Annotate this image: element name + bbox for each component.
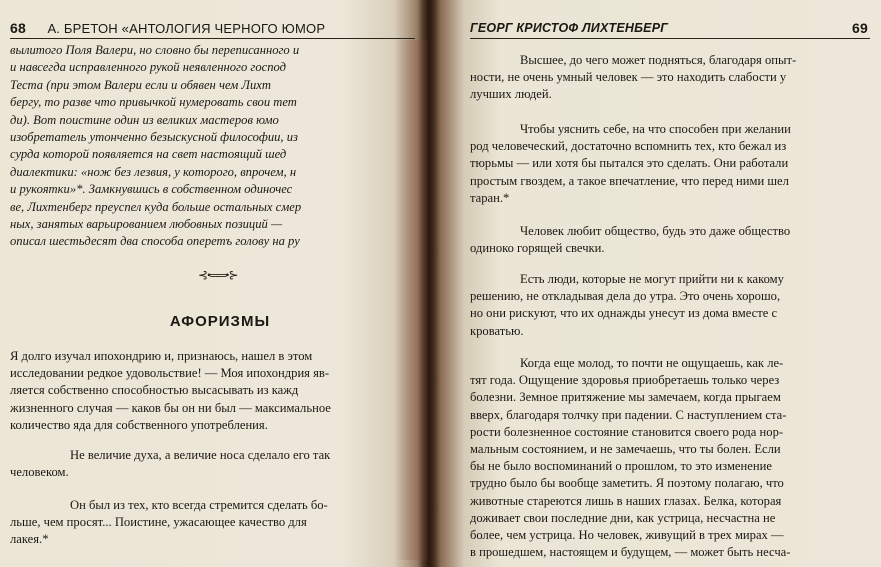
aphorism-paragraph [470, 271, 870, 340]
text-line: Не величие духа, а величие носа сделало его так [70, 448, 331, 462]
right-running-title: ГЕОРГ КРИСТОФ ЛИХТЕНБЕРГ [470, 21, 669, 35]
text-line: лакея.* [10, 532, 49, 547]
text-line: сурда которой появляется на свет настоящий шед [10, 147, 287, 162]
text-line: и навсегда исправленного рукой неявленного господ [10, 60, 286, 75]
left-header-rule [10, 38, 415, 39]
text-line: одиноко горящей свечки. [470, 241, 605, 256]
text-line: решению, не откладывая дела до утра. Это очень хорошо, [470, 289, 781, 304]
text-line: ляется собственно способностью высасывать из кажд [10, 383, 299, 398]
right-page-header [470, 20, 870, 36]
section-ornament: ⊰•══•⊱ [198, 268, 238, 282]
right-page-number: 69 [852, 20, 868, 36]
text-line: бергу, то разве что привычкой нумеровать свои тет [10, 95, 297, 110]
left-page [0, 0, 428, 567]
text-line: исследовании редкое удовольствие! — Моя ипохондрия яв- [10, 366, 330, 381]
section-title: АФОРИЗМЫ [169, 313, 271, 330]
text-line: количество яда для собственного употребления. [10, 417, 268, 432]
text-line: Я долго изучал ипохондрию и, признаюсь, нашел в этом [10, 349, 313, 363]
text-line: бы не было воспоминаний о прошлом, то это изменение [470, 459, 772, 474]
text-line: Есть люди, которые не могут прийти ни к какому [520, 272, 784, 286]
text-line: ных, занятых варьированием любовных позиций — [10, 217, 283, 232]
text-line: Человек любит общество, будь это даже общество [520, 224, 791, 238]
text-line: кроватью. [470, 323, 524, 338]
text-line: болезни. Земное притяжение мы замечаем, когда прыгаем [470, 390, 781, 405]
left-running-title: А. БРЕТОН «АНТОЛОГИЯ ЧЕРНОГО ЮМОР [47, 21, 326, 36]
text-line: но они рискуют, что их однажды унесут из дома вместе с [470, 306, 778, 321]
text-line: лучших людей. [470, 87, 552, 102]
text-line: Когда еще молод, то почти не ощущаешь, как ле- [520, 356, 784, 370]
text-line: Он был из тех, кто всегда стремится сделать бо- [70, 498, 328, 512]
text-line: более, чем устрица. Но человек, живущий в трех мирах — [470, 528, 784, 543]
aphorism-paragraph [470, 121, 870, 207]
text-line: таран.* [470, 190, 510, 205]
text-line: льше, чем просят... Поистине, ужасающее качество для [10, 515, 307, 530]
text-line: род человеческий, достаточно вспомнить тех, кто бежал из [470, 139, 787, 154]
text-line: изобретатель утонченно безыскусной философии, из [10, 130, 298, 145]
text-line: ве, Лихтенберг преуспел куда больше остальных смер [10, 199, 302, 214]
text-line: мальным состоянием, и не замечаешь, что ты болен. Если [470, 442, 781, 457]
left-page-header [10, 20, 325, 37]
text-line: простым гвоздем, а такое впечатление, что перед ними шел [470, 173, 789, 188]
text-line: вылитого Поля Валери, но словно бы переписанного и [10, 43, 300, 57]
text-line: Высшее, до чего может подняться, благодаря опыт- [520, 53, 797, 67]
aphorism-paragraph [470, 52, 870, 104]
text-line: тюрьмы — или хотя бы пытался это сделать. Они работали [470, 156, 789, 171]
text-line: в прошедшем, настоящем и будущем, — может быть несча- [470, 545, 791, 560]
text-line: Чтобы уяснить себе, на что способен при желании [520, 122, 791, 136]
text-line: рости болезненное состояние становится своего рода нор- [470, 424, 784, 439]
text-line: диалектики: «нож без лезвия, у которого, впрочем, н [10, 164, 297, 179]
text-line: ди). Вот поистине один из великих мастеров юмо [10, 112, 279, 127]
aphorism-paragraph [10, 348, 414, 434]
text-line: человеком. [10, 465, 69, 480]
right-page [428, 0, 881, 567]
aphorism-paragraph [470, 355, 870, 561]
text-line: тят года. Ощущение здоровья приобретаешь только через [470, 373, 780, 388]
aphorism-paragraph [10, 497, 414, 549]
text-line: описал шестьдесят два способа оперетъ голову на ру [10, 234, 300, 249]
left-page-number: 68 [10, 20, 26, 36]
right-header-rule [470, 38, 870, 39]
text-line: животные стареются лишь в наших глазах. Белка, которая [470, 493, 782, 508]
text-line: доживает свои последние дни, как устрица, несчастна не [470, 510, 776, 525]
text-line: жизненного случая — каков бы он ни был — максимальное [10, 400, 331, 415]
text-line: Теста (при этом Валери если и обявен чем Лихт [10, 77, 271, 92]
text-line: трудно было бы вообще заметить. Я поэтому полагаю, что [470, 476, 784, 491]
aphorism-paragraph [470, 223, 870, 257]
left-italic-passage [10, 42, 414, 251]
text-line: и рукоятки»*. Замкнувшись в собственном одиночес [10, 182, 293, 197]
aphorism-paragraph [10, 447, 414, 481]
text-line: ности, не очень умный человек — это находить слабости у [470, 70, 787, 85]
text-line: вверх, благодаря толчку при падении. С наступлением ста- [470, 407, 787, 422]
